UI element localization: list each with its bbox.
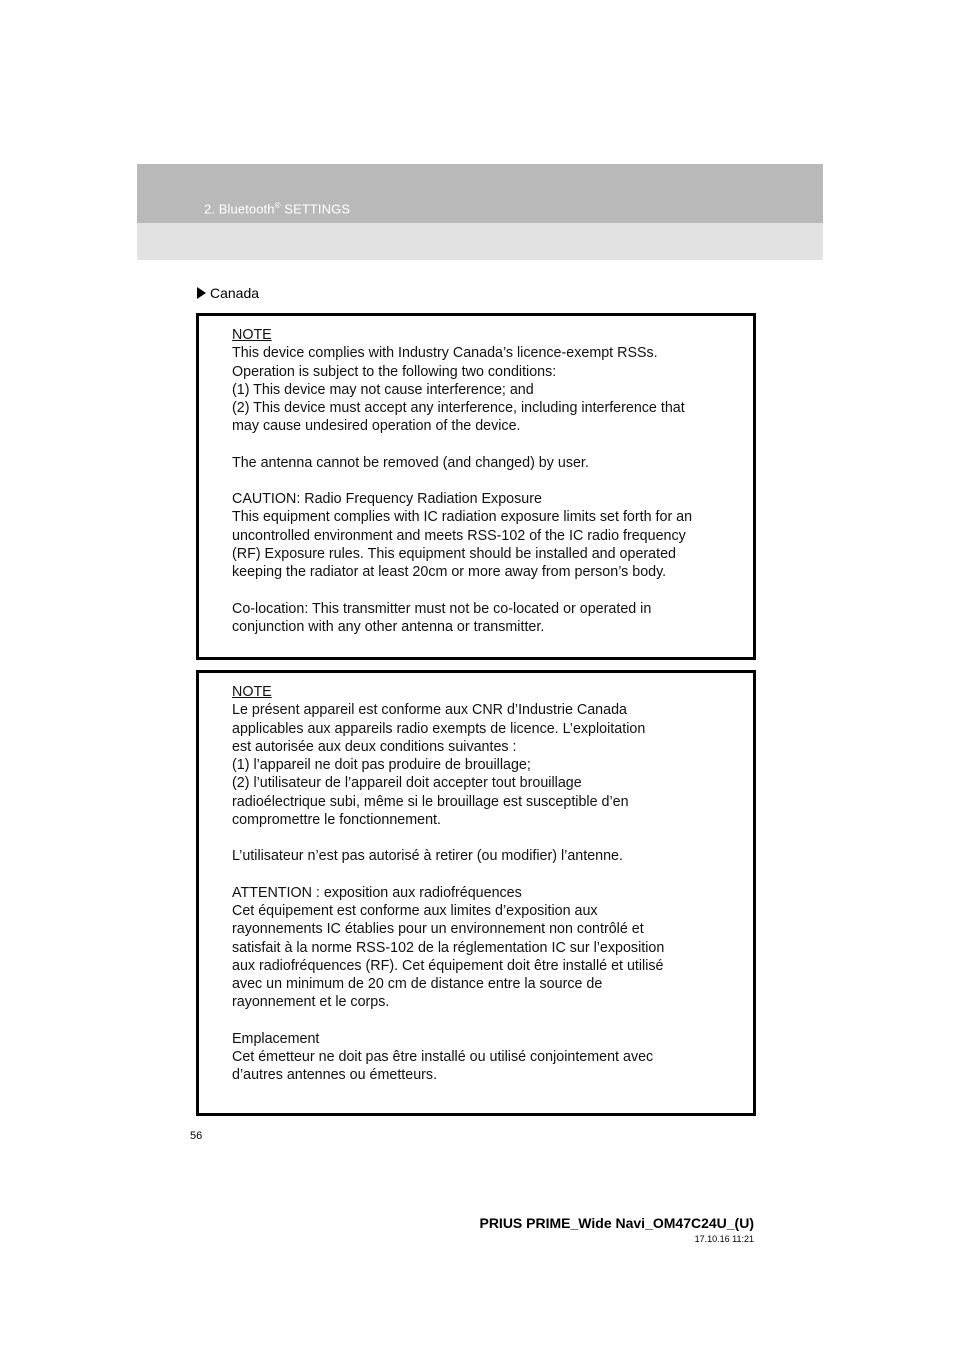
page-number: 56 — [190, 1130, 203, 1142]
subsection-label: Canada — [210, 285, 260, 301]
section-title-suffix: SETTINGS — [280, 201, 351, 217]
notice-english-heading: NOTE — [232, 327, 272, 343]
section-title — [204, 201, 350, 216]
notice-english-text — [232, 326, 735, 636]
notice-box-english — [196, 313, 756, 660]
header-subband — [137, 223, 823, 260]
notice-english-para-antenna: The antenna cannot be removed (and changed) by user. — [232, 454, 589, 471]
notice-french-para-emplacement: Emplacement Cet émetteur ne doit pas être installé ou utilisé conjointement avec d’autres antennes ou émetteurs. — [232, 1030, 654, 1084]
notice-french-heading: NOTE — [232, 684, 272, 700]
document-id: PRIUS PRIME_Wide Navi_OM47C24U_(U) — [479, 1215, 754, 1231]
section-title-prefix: 2. Bluetooth — [204, 201, 275, 217]
notice-box-french — [196, 670, 756, 1116]
document-timestamp: 17.10.16 11:21 — [694, 1234, 754, 1244]
notice-french-para-attention: ATTENTION : exposition aux radiofréquences Cet équipement est conforme aux limites d’exposition aux rayonnements IC établies pour un environnement non contrôlé et satisfait à la norme RSS-102 de la réglementation IC sur l’exposition aux radiofréquences (RF). Cet équipement doit être installé et utilisé avec un minimum de 20 cm de distance entre la source de rayonnement et le corps. — [232, 884, 665, 1011]
subsection-heading — [197, 285, 259, 301]
notice-english-para-conditions: This device complies with Industry Canada’s licence-exempt RSSs. Operation is subject to the following two conditions: (1) This device may not cause interference; and (2) This device must accept any interference, including interference that may cause undesired operation of the device. — [232, 345, 685, 435]
notice-english-para-colocation: Co-location: This transmitter must not be co-located or operated in conjunction with any other antenna or transmitter. — [232, 600, 652, 635]
triangle-right-icon — [197, 287, 206, 299]
registered-mark: ® — [274, 201, 281, 210]
notice-french-para-antenna: L’utilisateur n’est pas autorisé à retirer (ou modifier) l’antenne. — [232, 848, 623, 865]
notice-french-para-conditions: Le présent appareil est conforme aux CNR d’Industrie Canada applicables aux appareils radio exempts de licence. L’exploitation est autorisée aux deux conditions suivantes : (1) l’appareil ne doit pas produire de brouillage; (2) l’utilisateur de l’appareil doit accepter tout brouillage radioélectrique subi, même si le brouillage est susceptible d’en compromettre le fonctionnement. — [232, 702, 646, 829]
notice-french-text — [232, 683, 735, 1085]
notice-english-para-caution: CAUTION: Radio Frequency Radiation Exposure This equipment complies with IC radiation exposure limits set forth for an uncontrolled environment and meets RSS-102 of the IC radio frequency (RF) Exposure rules. This equipment should be installed and operated keeping the radiator at least 20cm or more away from person’s body. — [232, 491, 693, 581]
